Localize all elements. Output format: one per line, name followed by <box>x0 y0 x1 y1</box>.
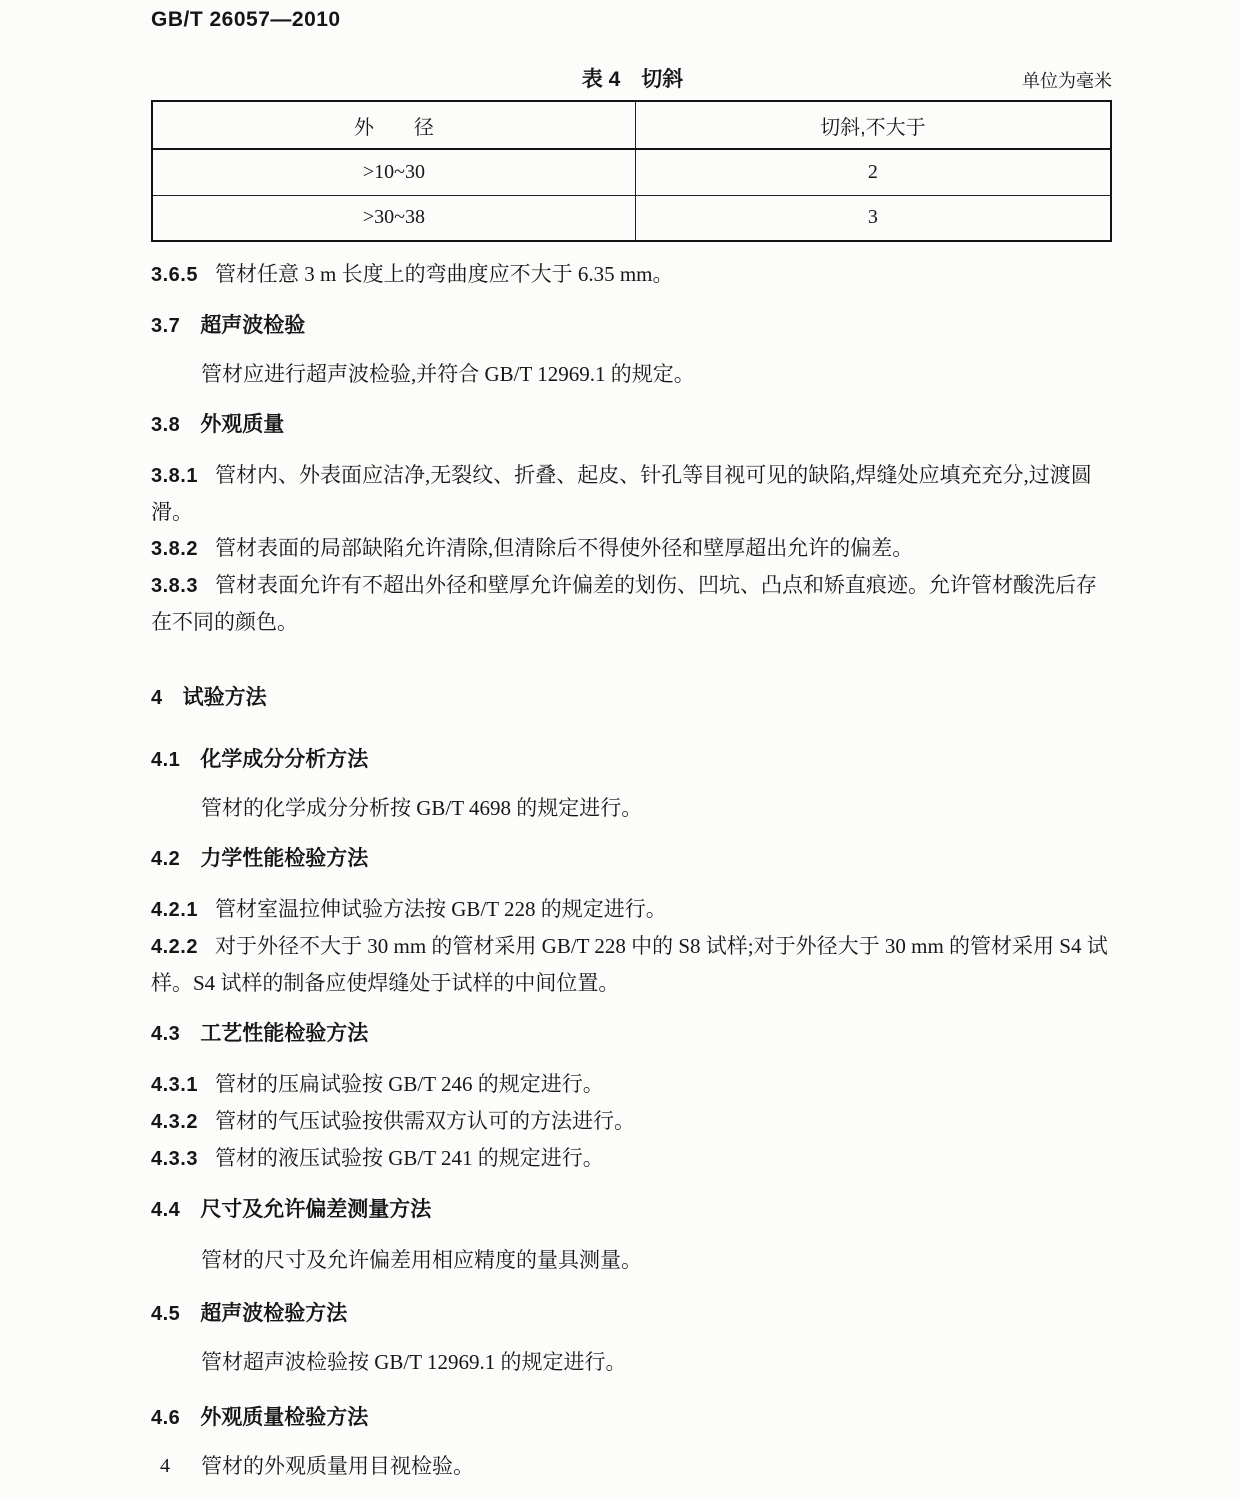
table4-col-header-outer-diameter: 外 径 <box>152 101 635 149</box>
heading-number: 4.2 <box>151 848 181 870</box>
clause-text: 管材的压扁试验按 GB/T 246 的规定进行。 <box>214 1072 604 1096</box>
heading-number: 3.8 <box>151 414 181 436</box>
clause-text: 管材内、外表面应洁净,无裂纹、折叠、起皮、针孔等目视可见的缺陷,焊缝处应填充充分,过渡圆滑。 <box>151 463 1092 524</box>
clause-3-8-1 <box>151 457 1114 530</box>
table4-unit-note: 单位为毫米 <box>1022 71 1112 91</box>
clause-text: 管材室温拉伸试验方法按 GB/T 228 的规定进行。 <box>214 897 667 921</box>
heading-number: 3.7 <box>151 315 181 337</box>
clause-3-8-2 <box>151 530 1114 567</box>
chapter-number: 4 <box>151 687 163 709</box>
clause-number: 3.6.5 <box>151 264 198 286</box>
heading-number: 4.6 <box>151 1407 181 1429</box>
clause-4-2-2 <box>151 928 1114 1001</box>
table4-cell-bevel-1: 2 <box>635 149 1111 195</box>
page-number: 4 <box>160 1455 170 1477</box>
clause-number: 3.8.3 <box>151 575 198 597</box>
table4-col-header-max-bevel: 切斜,不大于 <box>635 101 1111 149</box>
page-content <box>151 60 1114 1484</box>
clause-number: 3.8.1 <box>151 465 198 487</box>
heading-4-1 <box>151 742 1114 778</box>
table4-cell-diameter-1: >10~30 <box>152 149 635 195</box>
doc-code-header: GB/T 26057—2010 <box>151 8 341 31</box>
clause-4-3-2 <box>151 1103 1114 1140</box>
heading-text: 外观质量 <box>200 413 285 436</box>
heading-4-2 <box>151 841 1114 877</box>
table-row <box>152 195 1111 241</box>
heading-text: 工艺性能检验方法 <box>200 1022 369 1045</box>
table-row <box>152 149 1111 195</box>
heading-number: 4.3 <box>151 1023 181 1045</box>
clause-text: 管材表面的局部缺陷允许清除,但清除后不得使外径和壁厚超出允许的偏差。 <box>214 536 914 560</box>
clause-3-8-3 <box>151 567 1114 640</box>
table4-caption: 表 4 切斜 <box>581 68 684 91</box>
clause-text: 管材任意 3 m 长度上的弯曲度应不大于 6.35 mm。 <box>214 262 674 286</box>
chapter-heading-4 <box>151 680 1114 716</box>
heading-4-5 <box>151 1296 1114 1332</box>
paragraph-3-7: 管材应进行超声波检验,并符合 GB/T 12969.1 的规定。 <box>201 362 695 386</box>
clause-number: 3.8.2 <box>151 538 198 560</box>
heading-text: 超声波检验方法 <box>200 1302 348 1325</box>
heading-text: 尺寸及允许偏差测量方法 <box>200 1198 432 1221</box>
heading-number: 4.5 <box>151 1303 181 1325</box>
clause-number: 4.3.3 <box>151 1148 198 1170</box>
heading-3-7 <box>151 308 1114 344</box>
paragraph-4-1: 管材的化学成分分析按 GB/T 4698 的规定进行。 <box>201 796 643 820</box>
clause-text: 管材的气压试验按供需双方认可的方法进行。 <box>214 1109 635 1133</box>
clause-number: 4.2.1 <box>151 899 198 921</box>
heading-4-6 <box>151 1400 1114 1436</box>
heading-text: 力学性能检验方法 <box>200 847 369 870</box>
heading-4-4 <box>151 1192 1114 1228</box>
heading-number: 4.4 <box>151 1199 181 1221</box>
heading-text: 化学成分分析方法 <box>200 748 369 771</box>
clause-text: 管材表面允许有不超出外径和壁厚允许偏差的划伤、凹坑、凸点和矫直痕迹。允许管材酸洗后存在不同的颜色。 <box>151 573 1097 634</box>
clause-number: 4.3.1 <box>151 1074 198 1096</box>
chapter-text: 试验方法 <box>182 686 267 709</box>
heading-text: 超声波检验 <box>200 314 306 337</box>
heading-3-8 <box>151 407 1114 443</box>
paragraph-4-5: 管材超声波检验按 GB/T 12969.1 的规定进行。 <box>201 1350 627 1374</box>
table4-caption-row <box>151 60 1114 92</box>
table4-cell-diameter-2: >30~38 <box>152 195 635 241</box>
clause-4-3-1 <box>151 1066 1114 1103</box>
table4-header-row <box>152 101 1111 149</box>
clause-number: 4.2.2 <box>151 936 198 958</box>
paragraph-4-4: 管材的尺寸及允许偏差用相应精度的量具测量。 <box>201 1248 642 1272</box>
heading-number: 4.1 <box>151 749 181 771</box>
heading-text: 外观质量检验方法 <box>200 1406 369 1429</box>
heading-4-3 <box>151 1016 1114 1052</box>
table4 <box>151 100 1112 242</box>
paragraph-4-6: 管材的外观质量用目视检验。 <box>201 1454 474 1478</box>
clause-number: 4.3.2 <box>151 1111 198 1133</box>
clause-3-6-5 <box>151 256 1114 293</box>
clause-4-3-3 <box>151 1140 1114 1177</box>
table4-cell-bevel-2: 3 <box>635 195 1111 241</box>
clause-text: 管材的液压试验按 GB/T 241 的规定进行。 <box>214 1146 604 1170</box>
clause-text: 对于外径不大于 30 mm 的管材采用 GB/T 228 中的 S8 试样;对于外径大于 30 mm 的管材采用 S4 试样。S4 试样的制备应使焊缝处于试样的中间位置。 <box>151 934 1108 995</box>
clause-4-2-1 <box>151 891 1114 928</box>
